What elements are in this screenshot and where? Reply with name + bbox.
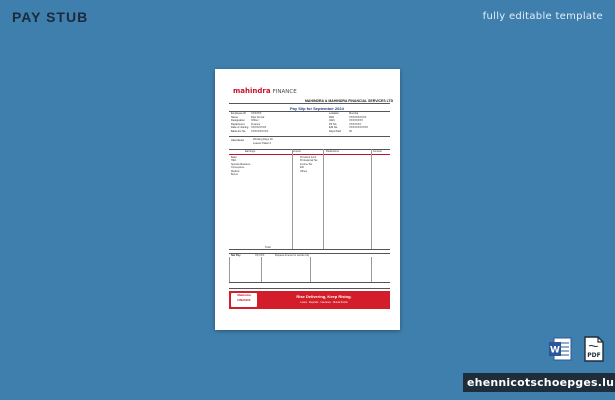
- banner-logo: Mahindra FINANCE: [231, 293, 257, 307]
- grid-line: [261, 257, 262, 282]
- divider: [229, 288, 390, 289]
- attendance-values: [253, 138, 273, 145]
- deduction-item: Income Tax: [300, 162, 313, 166]
- earning-item: Basic: [231, 156, 237, 159]
- column-divider: [371, 149, 372, 249]
- divider: [229, 253, 390, 254]
- info-value: XX/XX/XXXX: [251, 126, 267, 130]
- info-value: XXXXXXXX: [349, 119, 363, 123]
- banner-subline: Loans · Deposits · Insurance · Mutual Funds: [300, 301, 348, 304]
- info-label: Employee ID: [231, 112, 246, 115]
- grid-line: [310, 257, 311, 282]
- attendance-value: Leaves Taken 0: [253, 141, 272, 145]
- divider: [229, 103, 390, 104]
- info-label: Department: [231, 122, 245, 126]
- info-label: Designation: [231, 119, 245, 123]
- column-divider: [292, 149, 293, 249]
- net-pay-words: Rupees Amount in words only: [275, 254, 310, 257]
- svg-text:PDF: PDF: [587, 352, 601, 359]
- employee-info-left: [231, 112, 268, 134]
- deduction-item: Provident Fund: [300, 156, 317, 159]
- info-value: Ravi Kumar: [251, 115, 265, 119]
- pdf-file-icon[interactable]: [583, 336, 605, 362]
- info-label: Location: [329, 112, 339, 115]
- info-value: XXXXXXX: [349, 122, 362, 126]
- banner-headline: Rise Delivering, Keep Rising.: [296, 294, 352, 299]
- divider: [229, 282, 390, 283]
- info-value: Mumbai: [349, 112, 359, 115]
- info-value: XXXXXXXXXX: [349, 115, 367, 119]
- info-label: Name: [231, 115, 238, 119]
- earning-item: Conveyance: [231, 166, 245, 170]
- info-value: XXXXXXXXXX: [251, 129, 269, 133]
- deductions-list: [300, 156, 318, 173]
- watermark-site: ehennicotschoepges.lu: [463, 373, 615, 392]
- page-title: PAY STUB: [12, 9, 89, 25]
- promo-banner: [229, 291, 390, 309]
- info-label: UAN: [329, 119, 335, 123]
- divider: [229, 136, 390, 137]
- earning-item: Bonus: [231, 173, 238, 177]
- info-value: 30: [349, 129, 352, 133]
- info-value: XXXXXXXXXXX: [349, 126, 369, 130]
- grid-line: [371, 257, 372, 282]
- word-file-icon[interactable]: [548, 337, 572, 361]
- info-label: PF No.: [329, 122, 338, 126]
- info-value: Finance: [251, 122, 261, 126]
- column-header: Amount: [373, 150, 382, 153]
- deduction-item: ESI: [300, 166, 304, 170]
- divider: [229, 249, 390, 250]
- pay-period: Pay Slip for September 2024: [290, 106, 344, 111]
- company-name: MAHINDRA & MAHINDRA FINANCIAL SERVICES LTD: [305, 99, 394, 103]
- net-pay-value: XX,XXX: [255, 254, 265, 257]
- info-label: Days Paid: [329, 129, 341, 133]
- column-header: Deductions: [326, 150, 339, 153]
- attendance-value: Working Days 30: [253, 138, 273, 141]
- earnings-list: [231, 156, 250, 176]
- info-label: Date of Joining: [231, 126, 249, 130]
- info-label: ESI No.: [329, 126, 338, 130]
- info-value: XXXXXX: [251, 112, 262, 115]
- employee-info-right: [329, 112, 368, 134]
- header-divider: [229, 154, 390, 155]
- logo-sub-text: FINANCE: [272, 89, 297, 95]
- logo-main-text: mahindra: [233, 87, 271, 95]
- pay-stub-document: [215, 69, 400, 330]
- company-logo: [233, 87, 297, 95]
- attendance-label: Attendance: [231, 139, 245, 142]
- column-header: Amount: [292, 150, 301, 153]
- svg-text:W: W: [550, 345, 560, 356]
- grid-line: [229, 257, 230, 282]
- column-divider: [323, 149, 324, 249]
- column-header: Earnings: [245, 150, 256, 153]
- net-pay-label: Net Pay: [231, 254, 241, 257]
- info-label: PAN: [329, 115, 335, 119]
- earning-item: Special Allowance: [231, 162, 251, 166]
- deduction-item: Others: [300, 169, 308, 173]
- attendance-section: [231, 139, 251, 143]
- page-subtitle: fully editable template: [482, 11, 603, 22]
- info-row: [231, 130, 268, 134]
- earning-item: Medical: [231, 169, 240, 173]
- info-row: [329, 130, 368, 134]
- deduction-item: Professional Tax: [300, 159, 318, 163]
- info-label: Bank A/c No.: [231, 129, 246, 133]
- total-label: Total: [265, 246, 271, 249]
- info-value: Officer: [251, 119, 259, 123]
- earning-item: HRA: [231, 159, 237, 163]
